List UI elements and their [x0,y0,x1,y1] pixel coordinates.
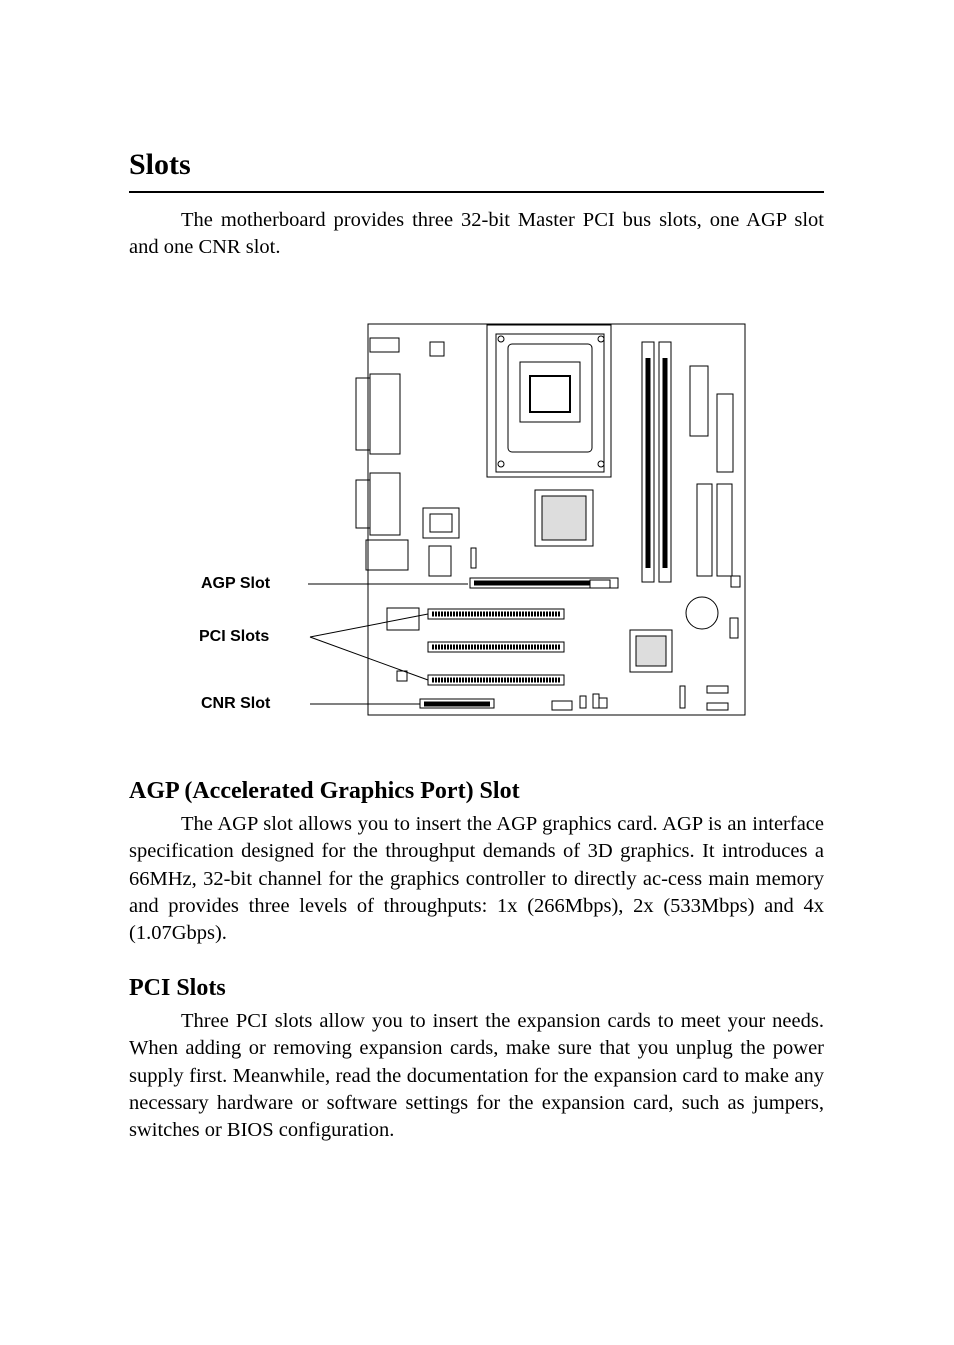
cmos-battery [686,597,718,629]
audio-connector [366,540,408,570]
header [580,696,586,708]
header [707,686,728,693]
atx-power-connector [690,366,708,436]
agp-slot-label: AGP Slot [201,575,271,592]
north-bridge-core [542,496,586,540]
jumper [471,548,476,568]
cpu-mount-hole [598,336,604,342]
small-part [397,671,407,681]
motherboard-diagram [190,318,760,723]
agp-paragraph: The AGP slot allows you to insert the AGP graphics card. AGP is an interface specification designed for the throughput demands of 3D graphics. It introduces a 66MHz, 32-bit channel for the graphics controller to directly ac-cess main memory and provides three levels of throughputs: 1x (266Mbps), 2x (533Mbps) and 4x (1.07Gbps). [129,813,824,945]
cpu-socket-die [530,376,570,412]
header [599,698,607,708]
pci-slots-label: PCI Slots [199,628,270,645]
title-rule [129,191,824,193]
agp-heading: AGP (Accelerated Graphics Port) Slot [129,778,520,804]
io-chip [423,508,459,538]
small-chip [430,342,444,356]
ide-connector-1 [697,484,712,576]
cpu-mount-hole [498,336,504,342]
bios-chip [429,546,451,576]
floppy-connector [717,394,733,472]
ide-connector-2 [717,484,732,576]
motherboard-drawing [190,318,760,723]
pci-heading: PCI Slots [129,975,226,1001]
header [680,686,685,708]
cpu-mount-hole [498,461,504,467]
cpu-mount-hole [598,461,604,467]
page-title: Slots [129,148,191,181]
cpu-socket-outer [496,334,604,472]
parallel-port [370,374,400,454]
io-chip-core [430,514,452,532]
small-connector [731,576,740,587]
south-bridge-core [636,636,666,666]
intro-paragraph: The motherboard provides three 32-bit Master PCI bus slots, one AGP slot and one CNR slot. [129,209,824,259]
pci-paragraph: Three PCI slots allow you to insert the expansion cards to meet your needs. When adding or removing expansion cards, make sure that you unplug the power supply first. Meanwhile, read the documentation for the expansion card to make any necessary hardware or software settings for the expansion card, such as jumpers, switches or BIOS configuration. [129,1010,824,1142]
pci-callout-line-1 [310,614,428,637]
header [593,694,599,708]
header [552,701,572,710]
serial-port [370,473,400,535]
cpu-socket-inner [508,344,592,452]
header [707,703,728,710]
pci-callout-line-2 [310,637,428,680]
connector-part [730,618,738,638]
cnr-slot-label: CNR Slot [201,695,271,712]
io-connector-top [370,338,399,352]
agp-retention [590,580,610,588]
